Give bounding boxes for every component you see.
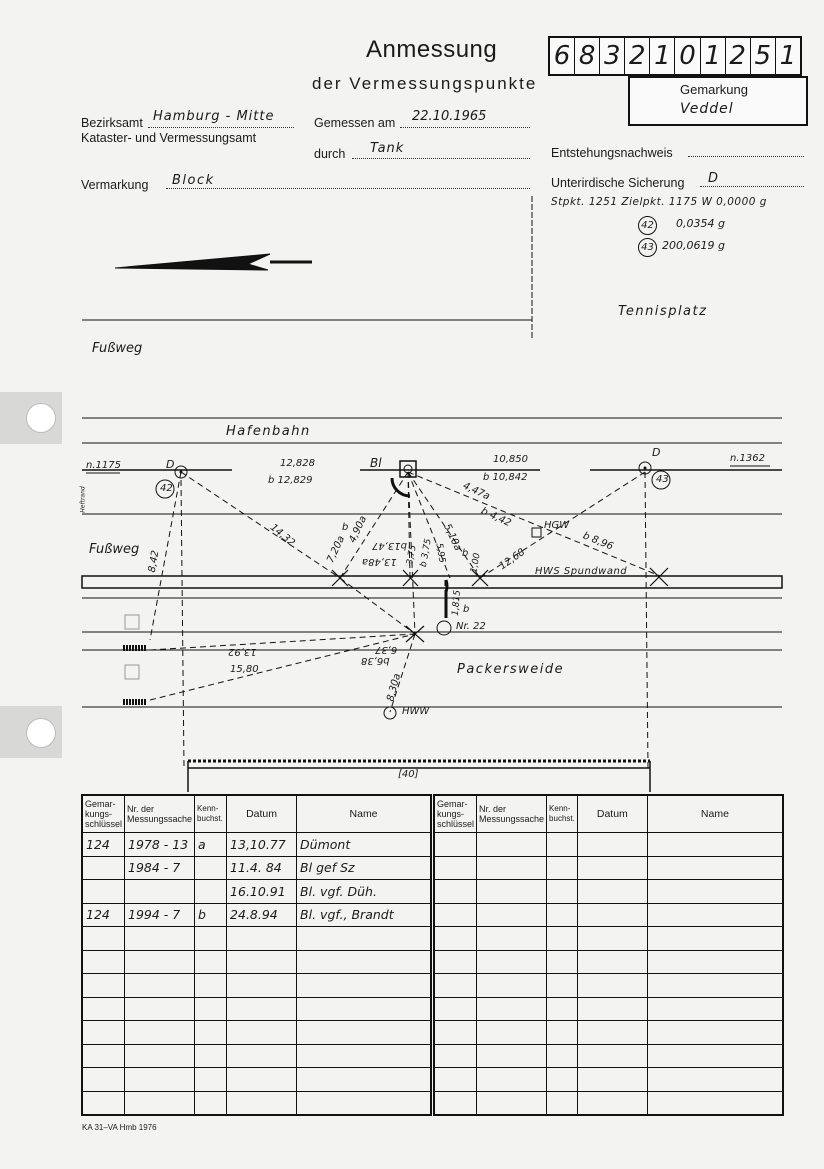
cell-nr [125,1068,195,1092]
col-header-name: Name [297,795,431,833]
table-row [434,997,783,1021]
cell-datum: 13,10.77 [227,833,297,857]
cell-kenn [547,950,578,974]
cell-schluessel [434,1091,477,1115]
cell-kenn [195,974,227,998]
table-row [434,1091,783,1115]
cell-schluessel [82,880,125,904]
cell-schluessel [82,856,125,880]
cell-name [297,1091,431,1115]
cell-name [647,1044,783,1068]
cell-schluessel [82,950,125,974]
table-row [82,1068,431,1092]
cell-schluessel [434,833,477,857]
sicherung-label: Unterirdische Sicherung [551,176,685,190]
col-header-nr: Nr. der Messungssache [477,795,547,833]
table-row [434,950,783,974]
col-header-name: Name [647,795,783,833]
col-header-datum: Datum [577,795,647,833]
cell-kenn [195,880,227,904]
measure-1432: 14,32 [267,522,297,549]
measure-490a: 4,90a [347,514,370,545]
table-row [434,1021,783,1045]
cell-datum [577,1021,647,1045]
durch-label: durch [314,147,346,161]
cell-kenn [547,880,578,904]
cell-name [297,927,431,951]
cell-name [297,1021,431,1045]
number-digit: 0 [675,38,700,74]
measure-842: 8,42 [146,549,162,574]
cell-nr: 1984 - 7 [125,856,195,880]
measure-637: 6,37 [375,644,398,655]
cell-schluessel [82,1091,125,1115]
cell-name [647,903,783,927]
label-hww: HWW [402,706,430,717]
cell-name [647,856,783,880]
measure-1348a: 13,48a [362,556,397,567]
measure-1580: 15,80 [230,664,259,675]
cell-name [297,997,431,1021]
table-row [434,974,783,998]
measure-b442: b 4,42 [479,505,513,530]
cell-kenn [195,1068,227,1092]
cell-name [647,1021,783,1045]
cell-datum [227,927,297,951]
cell-schluessel [434,1021,477,1045]
number-digit: 2 [726,38,751,74]
cell-kenn [547,997,578,1021]
measure-1268: 12,68 [497,546,528,573]
station-point-line: Stpkt. 1251 Zielpkt. 1175 W 0,0000 g [551,196,767,208]
cell-datum: 16.10.91 [227,880,297,904]
cell-datum: 11.4. 84 [227,856,297,880]
cell-kenn [547,833,578,857]
cell-name: Bl gef Sz [297,856,431,880]
cell-schluessel [434,903,477,927]
cell-schluessel [82,997,125,1021]
cell-name [297,1068,431,1092]
label-fussweg-mid: Fußweg [89,542,140,557]
kataster-label: Kataster- und Vermessungsamt [81,131,257,145]
measure-b1347: b13,47 [372,540,407,551]
label-fussweg-top: Fußweg [92,341,143,356]
cell-schluessel: 124 [82,903,125,927]
cell-schluessel [434,950,477,974]
measure-100: 1,00 [469,552,483,574]
cell-kenn [547,1021,578,1045]
label-point-43: 43 [656,474,669,485]
measure-b638: b6,38 [361,655,390,666]
cell-datum [577,833,647,857]
cell-datum [227,974,297,998]
col-header-schluessel: Gemar-kungs-schlüssel [82,795,125,833]
measure-720a: 7,20a [325,534,348,565]
cell-kenn [547,1091,578,1115]
cell-name: Bl. vgf. Düh. [297,880,431,904]
measure-830a: 8,30a [385,672,404,703]
number-digit: 1 [701,38,726,74]
label-tennisplatz: Tennisplatz [618,304,708,319]
cell-name [297,974,431,998]
number-digit: 1 [650,38,675,74]
cell-schluessel [434,974,477,998]
measure-12828: 12,828 [280,458,315,469]
label-hafenbahn: Hafenbahn [226,424,311,439]
cell-datum [577,856,647,880]
table-row [82,903,431,927]
cell-schluessel [82,1068,125,1092]
table-row [82,1044,431,1068]
north-arrow-icon [115,254,270,270]
gemessen-label: Gemessen am [314,116,396,130]
gemessen-value: 22.10.1965 [412,109,487,124]
cell-datum [227,997,297,1021]
cell-kenn [547,903,578,927]
sicherung-value: D [708,171,719,186]
direction-point-43: 43 [638,238,657,257]
cell-name [647,927,783,951]
number-digit: 3 [600,38,625,74]
cell-datum [577,880,647,904]
cell-nr [477,903,547,927]
number-digit: 8 [575,38,600,74]
measure-b: b [342,522,349,533]
record-table-right [433,794,784,1116]
cell-datum [227,1044,297,1068]
measure-595: 5,95 [433,542,447,564]
cell-datum [227,1021,297,1045]
measure-1815: 1,815 [450,589,463,617]
cell-schluessel [434,927,477,951]
cell-datum [577,1044,647,1068]
cell-nr [477,997,547,1021]
cell-nr [125,950,195,974]
gemarkung-value: Veddel [680,101,734,117]
cell-schluessel [434,1068,477,1092]
cell-name [647,880,783,904]
cell-name [647,833,783,857]
table-row [82,927,431,951]
measure-375: 3,75 [405,544,419,566]
bezirksamt-value: Hamburg - Mitte [153,109,275,124]
cell-kenn [547,856,578,880]
table-row [434,1044,783,1068]
cell-nr [477,1091,547,1115]
cell-kenn [195,856,227,880]
cell-kenn [195,1091,227,1115]
number-digit: 1 [779,41,797,71]
cell-kenn [195,997,227,1021]
cell-datum [577,927,647,951]
cell-kenn [195,950,227,974]
cell-schluessel [434,880,477,904]
cell-schluessel [434,1044,477,1068]
cell-datum [577,950,647,974]
cell-kenn [547,974,578,998]
label-n1362: n.1362 [730,453,765,464]
measure-b12829: b 12,829 [268,475,313,486]
table-row [434,927,783,951]
cell-datum: 24.8.94 [227,903,297,927]
cell-nr [125,997,195,1021]
label-d-left: D [166,458,175,471]
number-digit: 5 [751,38,776,74]
col-header-schluessel: Gemar-kungs-schlüssel [434,795,477,833]
cell-kenn: b [195,903,227,927]
cell-schluessel [82,1044,125,1068]
record-table-left [81,794,432,1116]
label-hws-spundwand: HWS Spundwand [535,566,628,577]
cell-kenn [195,927,227,951]
cell-datum [577,997,647,1021]
table-row [82,1091,431,1115]
table-row [434,856,783,880]
page-title: Anmessung [366,36,498,63]
cell-name [647,1091,783,1115]
cell-schluessel [82,1021,125,1045]
cell-nr [477,927,547,951]
cell-nr [125,1021,195,1045]
table-row [434,880,783,904]
table-row [82,833,431,857]
direction-43-value: 200,0619 g [662,239,725,252]
cell-datum [227,1091,297,1115]
cell-kenn: a [195,833,227,857]
gemarkung-label: Gemarkung [680,82,748,97]
cell-kenn [547,1044,578,1068]
cell-nr [477,1068,547,1092]
cell-name [647,974,783,998]
measure-447a: 4,47a [461,480,492,503]
bezirksamt-label: Bezirksamt [81,116,143,130]
col-header-nr: Nr. der Messungssache [125,795,195,833]
measure-b10842: b 10,842 [483,472,528,483]
label-heftrand: Heftrand [79,486,87,513]
cell-name: Dümont [297,833,431,857]
cell-nr [125,1091,195,1115]
cell-schluessel [82,974,125,998]
measure-b2: b [463,604,470,615]
table-row [82,880,431,904]
table-row [82,950,431,974]
cell-datum [577,1068,647,1092]
cell-datum [577,974,647,998]
cell-name [647,1068,783,1092]
cell-schluessel [434,997,477,1021]
cell-datum [577,903,647,927]
cell-schluessel: 124 [82,833,125,857]
label-point-42: 42 [160,483,173,494]
cell-datum [227,1068,297,1092]
cell-nr [125,974,195,998]
cell-nr [477,974,547,998]
cell-name [297,1044,431,1068]
cell-nr [477,856,547,880]
label-packersweide: Packersweide [457,662,565,677]
label-nr22: Nr. 22 [456,621,486,632]
table-row [434,833,783,857]
label-block: Bl [370,456,382,470]
table-row [82,974,431,998]
form-footer-code: KA 31–VA Hmb 1976 [82,1123,157,1132]
col-header-datum: Datum [227,795,297,833]
table-row [434,903,783,927]
col-header-kenn: Kenn-buchst. [547,795,578,833]
measure-b896: b 8,96 [581,530,615,553]
cell-nr: 1994 - 7 [125,903,195,927]
page-subtitle: der Vermessungspunkte [312,74,538,93]
col-header-kenn: Kenn-buchst. [195,795,227,833]
cell-kenn [547,927,578,951]
table-row [82,856,431,880]
number-digit: 2 [625,38,650,74]
label-n1175: n.1175 [86,460,121,471]
cell-schluessel [82,927,125,951]
measure-b510: b [462,548,469,559]
cell-name [647,997,783,1021]
number-digit: 6 [550,38,575,74]
cell-nr [125,880,195,904]
cell-nr [477,833,547,857]
measure-510a: 5,10a [441,522,464,553]
durch-value: Tank [370,141,405,156]
label-40: [40] [398,769,419,780]
cell-name: Bl. vgf., Brandt [297,903,431,927]
table-row [434,1068,783,1092]
label-hgw: HGW [544,520,570,531]
label-d-right: D [652,446,661,459]
cell-nr [477,1044,547,1068]
cell-nr [477,880,547,904]
cell-kenn [547,1068,578,1092]
cell-name [297,950,431,974]
measure-b375: b 3,75 [418,538,434,568]
cell-nr [125,1044,195,1068]
direction-point-42: 42 [638,216,657,235]
table-row [82,997,431,1021]
cell-datum [227,950,297,974]
table-row [82,1021,431,1045]
measure-1392: 13,92 [228,646,257,657]
vermarkung-label: Vermarkung [81,178,149,192]
cell-schluessel [434,856,477,880]
vermarkung-value: Block [172,173,215,188]
direction-42-value: 0,0354 g [676,217,725,230]
cell-name [647,950,783,974]
measure-10850: 10,850 [493,454,528,465]
cell-nr [125,927,195,951]
cell-nr: 1978 - 13 [125,833,195,857]
entstehung-label: Entstehungsnachweis [551,146,673,160]
cell-kenn [195,1044,227,1068]
cell-nr [477,1021,547,1045]
cell-nr [477,950,547,974]
cell-datum [577,1091,647,1115]
cell-kenn [195,1021,227,1045]
